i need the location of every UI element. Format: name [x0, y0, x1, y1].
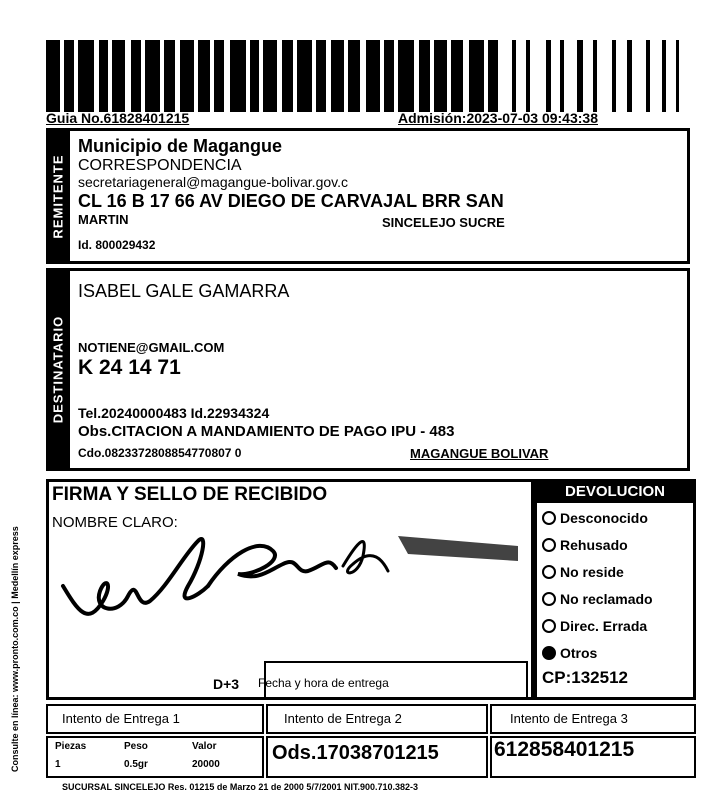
radio-icon	[542, 592, 556, 606]
radio-icon	[542, 565, 556, 579]
sender-side-label	[46, 128, 70, 264]
value-amount: 20000	[192, 759, 220, 770]
barcode-bar	[230, 40, 246, 112]
value-header: Valor	[192, 741, 217, 752]
guide-number: Guia No.61828401215	[46, 110, 190, 126]
signature-title: FIRMA Y SELLO DE RECIBIDO	[52, 484, 328, 505]
barcode-bar	[131, 40, 141, 112]
barcode-bar	[64, 40, 74, 112]
barcode-bar	[112, 40, 125, 112]
barcode-bar	[593, 40, 597, 112]
barcode-bar	[46, 40, 60, 112]
barcode-bar	[612, 40, 616, 112]
return-option-wrong-address[interactable]: Direc. Errada	[542, 618, 647, 634]
recipient-section-label: DESTINATARIO	[50, 315, 66, 424]
barcode-bar	[250, 40, 259, 112]
returns-title-bar	[536, 481, 694, 503]
admission-date: Admisión:2023-07-03 09:43:38	[398, 110, 598, 126]
barcode-bar	[434, 40, 447, 112]
barcode-bar	[214, 40, 224, 112]
recipient-observation: Obs.CITACION A MANDAMIENTO DE PAGO IPU - 483	[78, 423, 455, 440]
barcode-bar	[451, 40, 463, 112]
sender-city: SINCELEJO SUCRE	[382, 215, 505, 230]
delivery-date-label: Fecha y hora de entrega	[258, 676, 389, 690]
radio-icon	[542, 538, 556, 552]
return-option-unknown[interactable]: Desconocido	[542, 510, 648, 526]
handwritten-signature	[58, 516, 518, 636]
barcode-bar	[348, 40, 360, 112]
footer-text: SUCURSAL SINCELEJO Res. 01215 de Marzo 21 de 2000 5/7/2001 NIT.900.710.382-3	[62, 782, 419, 792]
recipient-city: MAGANGUE BOLIVAR	[410, 446, 549, 461]
sender-section-label: REMITENTE	[50, 153, 66, 239]
barcode-bar	[384, 40, 394, 112]
barcode-bar	[263, 40, 277, 112]
attempt-2-label: Intento de Entrega 2	[284, 711, 402, 726]
attempt-3-label: Intento de Entrega 3	[510, 711, 628, 726]
barcode-bar	[145, 40, 160, 112]
returns-title: DEVOLUCION	[564, 483, 665, 500]
return-option-others[interactable]: Otros	[542, 645, 597, 661]
barcode-bar	[198, 40, 210, 112]
radio-filled-icon	[542, 646, 556, 660]
attempt-1-label: Intento de Entrega 1	[62, 711, 180, 726]
barcode-bar	[331, 40, 344, 112]
barcode-bar	[469, 40, 484, 112]
barcode-bar	[419, 40, 430, 112]
sender-email: secretariageneral@magangue-bolivar.gov.c	[78, 174, 348, 190]
barcode-bar	[282, 40, 293, 112]
sender-address: CL 16 B 17 66 AV DIEGO DE CARVAJAL BRR SAN	[78, 191, 504, 211]
barcode-bar	[526, 40, 530, 112]
barcode	[46, 40, 679, 112]
ods-number: Ods.17038701215	[272, 742, 439, 764]
vertical-side-text: Consulte en línea: www.pronto.com.co | Medellín express	[10, 526, 20, 772]
recipient-email: NOTIENE@GMAIL.COM	[78, 340, 225, 355]
barcode-bar	[99, 40, 108, 112]
barcode-bar	[676, 40, 679, 112]
recipient-address: K 24 14 71	[78, 356, 181, 379]
barcode-bar	[78, 40, 94, 112]
barcode-bar	[627, 40, 632, 112]
barcode-bar	[646, 40, 650, 112]
barcode-bar	[512, 40, 516, 112]
sender-id: Id. 800029432	[78, 238, 156, 252]
barcode-bar	[662, 40, 666, 112]
barcode-bar	[398, 40, 414, 112]
sender-name: Municipio de Magangue	[78, 136, 283, 156]
d-plus-label: D+3	[213, 676, 240, 692]
sender-department: CORRESPONDENCIA	[78, 157, 242, 174]
recipient-side-label	[46, 268, 70, 471]
recipient-code: Cdo.0823372808854770807 0	[78, 446, 242, 460]
radio-icon	[542, 619, 556, 633]
return-option-refused[interactable]: Rehusado	[542, 537, 628, 553]
barcode-bar	[577, 40, 583, 112]
recipient-name: ISABEL GALE GAMARRA	[78, 281, 290, 301]
barcode-bar	[297, 40, 312, 112]
barcode-bar	[164, 40, 175, 112]
pieces-header: Piezas	[55, 741, 87, 752]
name-label: NOMBRE CLARO:	[52, 514, 178, 531]
barcode-bar	[316, 40, 326, 112]
radio-icon	[542, 511, 556, 525]
pieces-value: 1	[55, 759, 61, 770]
barcode-bar	[488, 40, 498, 112]
weight-value: 0.5gr	[124, 759, 148, 770]
postal-code: CP:132512	[542, 668, 629, 687]
return-option-not-resident[interactable]: No reside	[542, 564, 624, 580]
barcode-bar	[560, 40, 564, 112]
barcode-bar	[546, 40, 551, 112]
sender-address-2: MARTIN	[78, 212, 129, 227]
recipient-phone-id: Tel.20240000483 Id.22934324	[78, 405, 270, 421]
tracking-number: 612858401215	[494, 738, 635, 761]
barcode-bar	[366, 40, 380, 112]
weight-header: Peso	[124, 741, 148, 752]
barcode-bar	[180, 40, 194, 112]
return-option-unclaimed[interactable]: No reclamado	[542, 591, 653, 607]
